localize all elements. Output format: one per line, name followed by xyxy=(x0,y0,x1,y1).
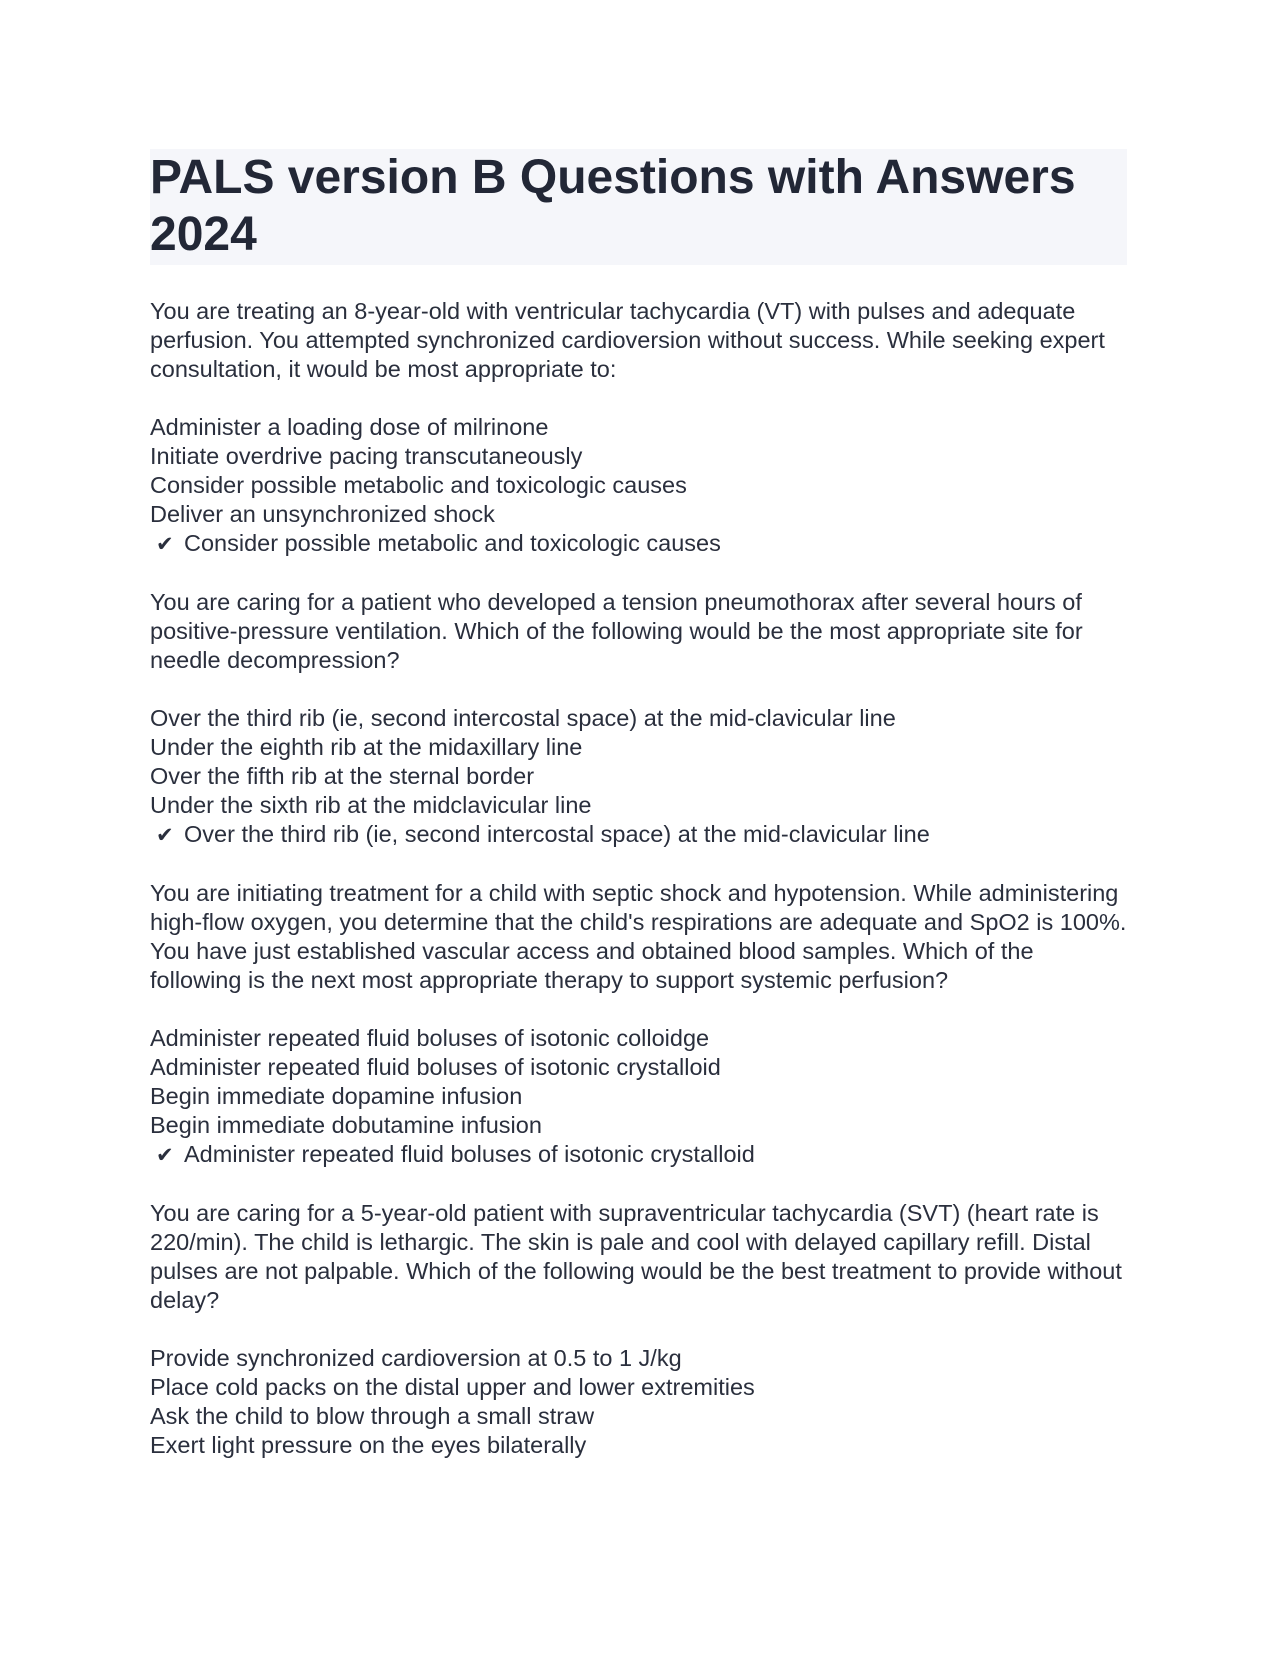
question-3 xyxy=(150,879,1127,1170)
option: Begin immediate dopamine infusion xyxy=(150,1083,523,1109)
option: Over the third rib (ie, second intercostal space) at the mid-clavicular line xyxy=(150,705,896,731)
spacer xyxy=(150,850,1127,879)
option: Under the eighth rib at the midaxillary line xyxy=(150,734,583,760)
answer-text: Over the third rib (ie, second intercostal space) at the mid-clavicular line xyxy=(184,821,930,847)
question-2 xyxy=(150,588,1127,850)
question-text: You are caring for a patient who developed a tension pneumothorax after several hours of positive-pressure ventilation. Which of the following would be the most appropriate site for needle decompression? xyxy=(150,589,1083,673)
question-text: You are initiating treatment for a child with septic shock and hypotension. While administering high-flow oxygen, you determine that the child's respirations are adequate and SpO2 is 100%. You have just established vascular access and obtained blood samples. Which of the following is the next most appropriate therapy to support systemic perfusion? xyxy=(150,880,1127,993)
option: Deliver an unsynchronized shock xyxy=(150,501,495,527)
option: Begin immediate dobutamine infusion xyxy=(150,1112,542,1138)
title-block xyxy=(150,149,1127,265)
checkmark-icon: ✔ xyxy=(156,824,174,847)
option: Consider possible metabolic and toxicologic causes xyxy=(150,472,687,498)
option: Initiate overdrive pacing transcutaneously xyxy=(150,443,583,469)
answer-line xyxy=(150,820,1127,850)
document-page xyxy=(150,149,1127,1460)
document-title: PALS version B Questions with Answers 2024 xyxy=(150,151,1076,261)
spacer xyxy=(150,559,1127,588)
option: Under the sixth rib at the midclavicular line xyxy=(150,792,592,818)
spacer xyxy=(150,1170,1127,1199)
option-list xyxy=(150,1024,1127,1170)
option: Administer repeated fluid boluses of isotonic crystalloid xyxy=(150,1054,721,1080)
answer-text: Administer repeated fluid boluses of isotonic crystalloid xyxy=(184,1141,755,1167)
answer-line xyxy=(150,529,1127,559)
question-4 xyxy=(150,1199,1127,1460)
option-list xyxy=(150,704,1127,850)
option: Ask the child to blow through a small straw xyxy=(150,1403,595,1429)
option: Exert light pressure on the eyes bilaterally xyxy=(150,1432,587,1458)
option: Over the fifth rib at the sternal border xyxy=(150,763,535,789)
question-text: You are caring for a 5-year-old patient with supraventricular tachycardia (SVT) (heart rate is 220/min). The child is lethargic. The skin is pale and cool with delayed capillary refill. Distal pulses are not palpable. Which of the following would be the best treatment to provide without delay? xyxy=(150,1200,1122,1313)
checkmark-icon: ✔ xyxy=(156,1144,174,1167)
question-1 xyxy=(150,297,1127,559)
answer-line xyxy=(150,1140,1127,1170)
option: Administer repeated fluid boluses of isotonic colloidge xyxy=(150,1025,710,1051)
option-list xyxy=(150,413,1127,559)
option: Provide synchronized cardioversion at 0.5 to 1 J/kg xyxy=(150,1345,682,1371)
answer-text: Consider possible metabolic and toxicologic causes xyxy=(184,530,721,556)
option: Place cold packs on the distal upper and lower extremities xyxy=(150,1374,755,1400)
question-text: You are treating an 8-year-old with ventricular tachycardia (VT) with pulses and adequate perfusion. You attempted synchronized cardioversion without success. While seeking expert consultation, it would be most appropriate to: xyxy=(150,298,1105,382)
option-list xyxy=(150,1344,1127,1460)
checkmark-icon: ✔ xyxy=(156,533,174,556)
option: Administer a loading dose of milrinone xyxy=(150,414,549,440)
